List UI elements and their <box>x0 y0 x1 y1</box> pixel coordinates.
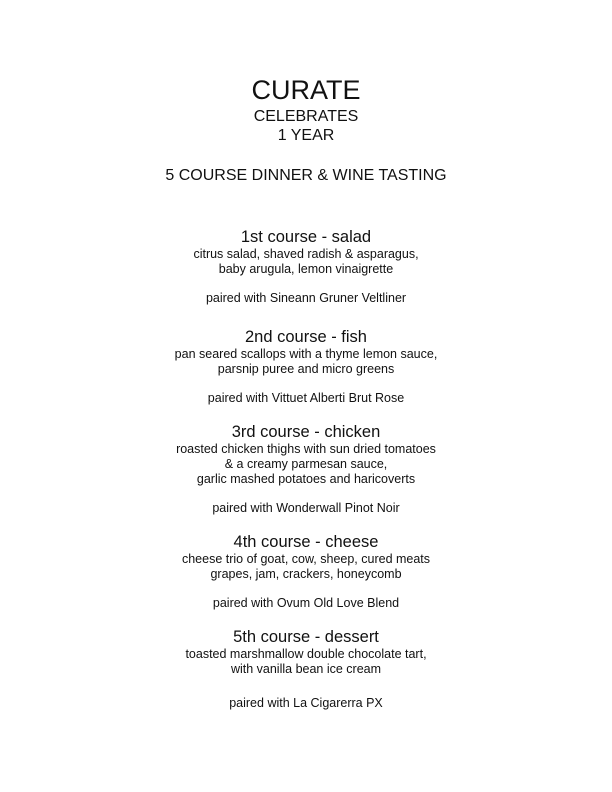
course-4-description-line-2: grapes, jam, crackers, honeycomb <box>210 567 402 581</box>
course-3-description-line-3: garlic mashed potatoes and haricoverts <box>196 472 416 486</box>
course-2-pairing: paired with Vittuet Alberti Brut Rose <box>207 391 405 405</box>
menu-subtitle-celebrates: CELEBRATES <box>253 108 359 125</box>
course-4-description-line-1: cheese trio of goat, cow, sheep, cured meats <box>181 552 431 566</box>
course-4-pairing: paired with Ovum Old Love Blend <box>212 596 400 610</box>
course-2-description-line-2: parsnip puree and micro greens <box>217 362 395 376</box>
course-4-title: 4th course - cheese <box>233 533 379 551</box>
course-5-pairing: paired with La Cigarerra PX <box>229 696 383 710</box>
course-1-description-line-2: baby arugula, lemon vinaigrette <box>218 262 394 276</box>
course-2-title: 2nd course - fish <box>245 328 367 346</box>
menu-title: CURATE <box>251 75 361 105</box>
course-5-description-line-2: with vanilla bean ice cream <box>230 662 382 676</box>
event-heading: 5 COURSE DINNER & WINE TASTING <box>165 167 447 184</box>
menu-subtitle-year: 1 YEAR <box>277 127 335 144</box>
course-5-description-line-1: toasted marshmallow double chocolate tart, <box>185 647 427 661</box>
course-2-description-line-1: pan seared scallops with a thyme lemon sauce, <box>174 347 438 361</box>
course-3-title: 3rd course - chicken <box>231 423 381 441</box>
course-1-description-line-1: citrus salad, shaved radish & asparagus, <box>193 247 419 261</box>
course-1-pairing: paired with Sineann Gruner Veltliner <box>205 291 407 305</box>
course-5-title: 5th course - dessert <box>233 628 379 646</box>
course-3-description-line-2: & a creamy parmesan sauce, <box>224 457 388 471</box>
course-1-title: 1st course - salad <box>240 228 372 246</box>
course-3-pairing: paired with Wonderwall Pinot Noir <box>212 501 400 515</box>
course-3-description-line-1: roasted chicken thighs with sun dried tomatoes <box>176 442 436 456</box>
